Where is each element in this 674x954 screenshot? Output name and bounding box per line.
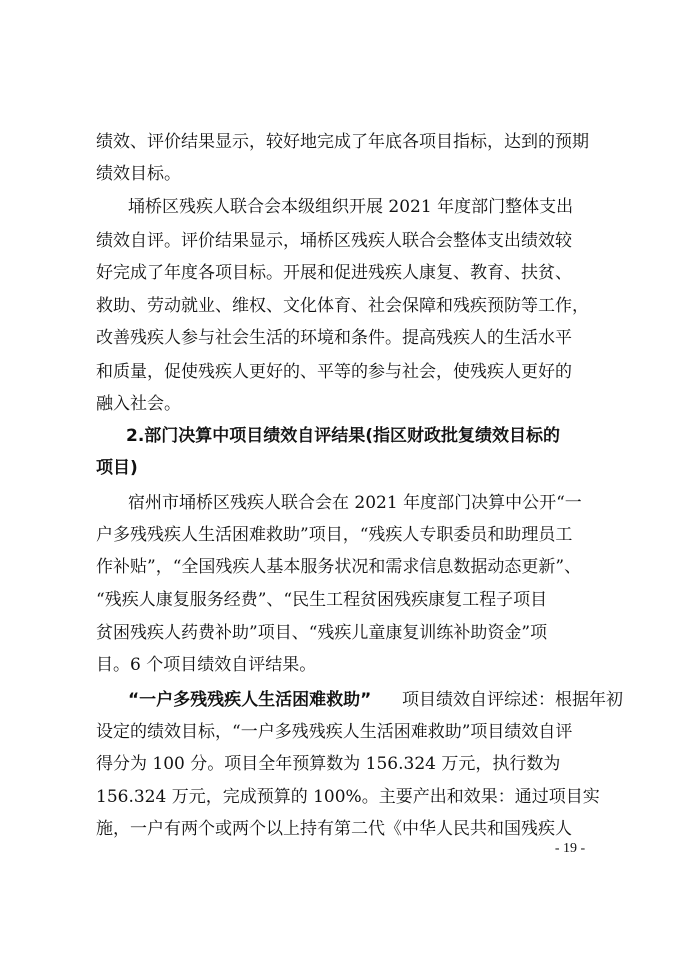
text-line — [0, 227, 674, 255]
text-line — [0, 390, 674, 418]
line-text: 户多残残疾人生活困难救助”项目，“残疾人专职委员和助理员工 — [96, 525, 573, 545]
line-text: 绩效目标。 — [96, 164, 181, 184]
line-text: 贫困残疾人药费补助”项目、“残疾儿童康复训练补助资金”项 — [96, 623, 548, 643]
text-line — [0, 686, 674, 714]
line-text: 改善残疾人参与社会生活的环境和条件。提高残疾人的生活水平 — [96, 328, 572, 348]
text-line — [0, 750, 674, 778]
project-title: “一户多残残疾人生活困难救助” — [128, 690, 372, 710]
line-text: 目。6 个项目绩效自评结果。 — [96, 655, 317, 675]
heading-text: 项目) — [96, 458, 138, 478]
line-text: 得分为 100 分。项目全年预算数为 156.324 万元，执行数为 — [96, 754, 561, 774]
text-line — [0, 160, 674, 188]
text-line — [0, 619, 674, 647]
line-text: 施，一户有两个或两个以上持有第二代《中华人民共和国残疾人 — [96, 819, 572, 839]
text-line — [0, 292, 674, 320]
line-text: 项目绩效自评综述：根据年初 — [402, 690, 623, 710]
line-text: 救助、劳动就业、维权、文化体育、社会保障和残疾预防等工作， — [96, 296, 589, 316]
section-heading — [0, 454, 674, 482]
line-text: 156.324 万元，完成预算的 100%。主要产出和效果：通过项目实 — [96, 787, 600, 807]
text-line — [0, 783, 674, 811]
text-line — [0, 586, 674, 614]
text-line — [0, 521, 674, 549]
heading-text: 2.部门决算中项目绩效自评结果(指区财政批复绩效目标的 — [126, 426, 561, 446]
text-line — [0, 193, 674, 221]
line-text: 埇桥区残疾人联合会本级组织开展 2021 年度部门整体支出 — [128, 197, 574, 217]
line-text: 绩效自评。评价结果显示，埇桥区残疾人联合会整体支出绩效较 — [96, 231, 572, 251]
line-text: 融入社会。 — [96, 394, 181, 414]
line-text: 好完成了年度各项目标。开展和促进残疾人康复、教育、扶贫、 — [96, 263, 572, 283]
line-text: “残疾人康复服务经费”、“民生工程贫困残疾康复工程子项目 — [96, 590, 548, 610]
section-heading — [0, 422, 674, 450]
text-line — [0, 553, 674, 581]
line-text: 宿州市埇桥区残疾人联合会在 2021 年度部门决算中公开“一 — [128, 493, 582, 513]
line-text: 和质量，促使残疾人更好的、平等的参与社会，使残疾人更好的 — [96, 362, 572, 382]
text-line — [0, 128, 674, 156]
text-line — [0, 651, 674, 679]
line-text: 设定的绩效目标，“一户多残残疾人生活困难救助”项目绩效自评 — [96, 722, 573, 742]
line-text: 作补贴”，“全国残疾人基本服务状况和需求信息数据动态更新”、 — [96, 557, 582, 577]
line-text: 绩效、评价结果显示，较好地完成了年底各项目指标，达到的预期 — [96, 132, 589, 152]
text-line — [0, 358, 674, 386]
page-number: - 19 - — [554, 841, 586, 856]
text-line — [0, 259, 674, 287]
text-line — [0, 718, 674, 746]
text-line — [0, 324, 674, 352]
text-line — [0, 489, 674, 517]
